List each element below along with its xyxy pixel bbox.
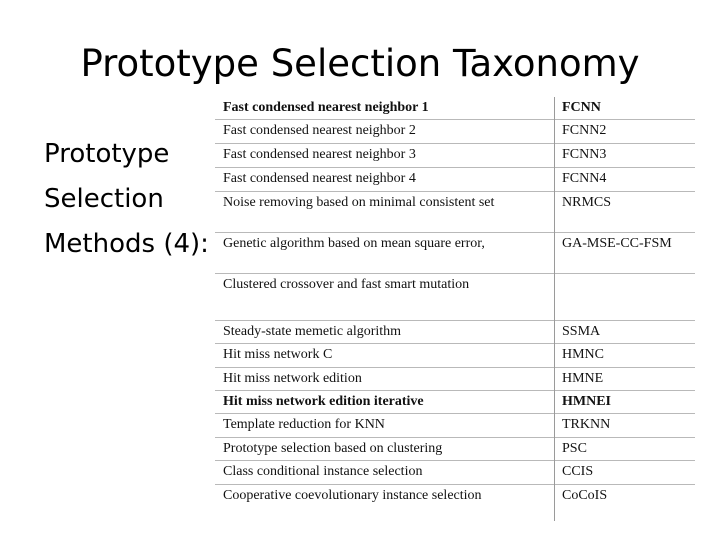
- method-name: Steady-state memetic algorithm: [223, 324, 402, 339]
- table-row: [215, 368, 695, 391]
- method-abbreviation: HMNC: [562, 347, 605, 362]
- method-name: Genetic algorithm based on mean square error,: [223, 236, 485, 251]
- caption-line-3: Methods (4):: [44, 229, 209, 259]
- method-name: Hit miss network C: [223, 347, 333, 362]
- method-abbreviation: FCNN4: [562, 171, 607, 186]
- table-row: [215, 233, 695, 274]
- method-name: Template reduction for KNN: [223, 417, 385, 432]
- table-row: [215, 438, 695, 461]
- method-name: Fast condensed nearest neighbor 4: [223, 171, 416, 186]
- table-row: [215, 168, 695, 192]
- method-abbreviation: TRKNN: [562, 417, 611, 432]
- caption-line-1: Prototype: [44, 139, 170, 169]
- method-name: Hit miss network edition iterative: [223, 394, 424, 409]
- method-abbreviation: CoCoIS: [562, 488, 608, 503]
- methods-table: [215, 97, 695, 521]
- method-abbreviation: HMNE: [562, 371, 604, 386]
- table-row: [215, 120, 695, 144]
- left-caption: [44, 132, 209, 267]
- method-name: Class conditional instance selection: [223, 464, 423, 479]
- table-row: [215, 344, 695, 368]
- method-abbreviation: PSC: [562, 441, 587, 456]
- method-abbreviation: FCNN2: [562, 123, 607, 138]
- method-name: Fast condensed nearest neighbor 2: [223, 123, 416, 138]
- slide-title: Prototype Selection Taxonomy: [80, 42, 640, 85]
- method-abbreviation: GA-MSE-CC-FSM: [562, 236, 672, 251]
- method-abbreviation: NRMCS: [562, 195, 612, 210]
- table-row: [215, 97, 695, 120]
- table-row: [215, 321, 695, 344]
- table-row: [215, 414, 695, 438]
- table-row: [215, 144, 695, 168]
- method-abbreviation: SSMA: [562, 324, 601, 339]
- method-name: Cooperative coevolutionary instance selection: [223, 488, 482, 503]
- method-abbreviation: HMNEI: [562, 394, 611, 409]
- caption-line-2: Selection: [44, 184, 164, 214]
- table-row: [215, 274, 695, 321]
- table-column-divider: [554, 97, 555, 521]
- method-name: Fast condensed nearest neighbor 1: [223, 100, 429, 115]
- method-name: Hit miss network edition: [223, 371, 362, 386]
- table-row: [215, 461, 695, 485]
- method-abbreviation: FCNN: [562, 100, 601, 115]
- method-name: Prototype selection based on clustering: [223, 441, 443, 456]
- method-abbreviation: FCNN3: [562, 147, 607, 162]
- table-row: [215, 192, 695, 233]
- table-row: [215, 485, 695, 541]
- method-name: Noise removing based on minimal consistent set: [223, 195, 495, 210]
- method-name: Clustered crossover and fast smart mutation: [223, 277, 470, 292]
- method-name: Fast condensed nearest neighbor 3: [223, 147, 416, 162]
- method-abbreviation: CCIS: [562, 464, 594, 479]
- table-row: [215, 391, 695, 414]
